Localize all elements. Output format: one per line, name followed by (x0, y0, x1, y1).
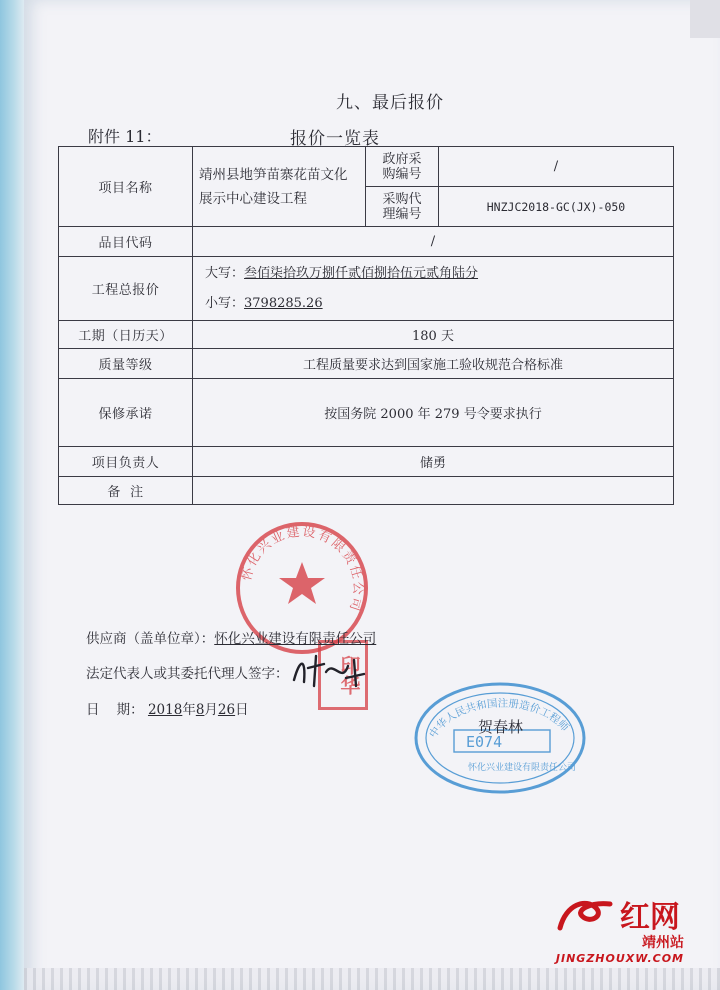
date-year: 2018 (147, 702, 183, 718)
gov-proc-label (366, 147, 439, 187)
seal-text: 怀化兴业建设有限责任公司 (239, 524, 366, 615)
engineer-signature: 贺春林 (478, 718, 524, 736)
lowercase-prefix: 小写： (205, 295, 245, 311)
blue-seal-company: 怀化兴业建设有限责任公司 (468, 763, 577, 773)
manager-label: 项目负责人 (59, 447, 193, 477)
watermark-brand: 红网 (619, 900, 680, 935)
lowercase-amount: 3798285.26 (244, 295, 323, 311)
table-row (59, 321, 674, 349)
agent-label-line2: 理编号 (382, 206, 422, 222)
red-swirl-logo-icon (556, 894, 614, 934)
table-row (59, 447, 674, 477)
uppercase-prefix: 大写： (205, 265, 245, 281)
watermark-station: 靖州站 (642, 935, 684, 951)
period-label: 工期（日历天） (59, 321, 193, 349)
item-code-label: 品目代码 (59, 227, 193, 257)
agent-value: HNZJC2018-GC(JX)-050 (439, 187, 674, 227)
project-name-label: 项目名称 (59, 147, 193, 227)
date-day: 26 (217, 702, 236, 718)
project-name-line2: 展示中心建设工程 (199, 190, 307, 207)
watermark (556, 892, 684, 965)
total-price-value (193, 257, 674, 321)
date-month: 8 (195, 702, 205, 718)
signature-scribble (290, 650, 370, 690)
date-month-unit: 月 (204, 702, 218, 718)
table-row (59, 147, 674, 187)
quality-value: 工程质量要求达到国家施工验收规范合格标准 (193, 349, 674, 379)
table-row (59, 227, 674, 257)
supplier-label: 供应商（盖单位章）： (86, 631, 215, 647)
paper-corner (690, 0, 720, 38)
engineer-seal (410, 678, 590, 798)
date-day-unit: 日 (235, 702, 249, 718)
representative-line (86, 662, 289, 682)
quote-table (58, 146, 674, 505)
table-title: 报价一览表 (290, 129, 380, 149)
blue-seal-number: E074 (466, 733, 503, 751)
supplier-name: 怀化兴业建设有限责任公司 (214, 631, 377, 647)
attachment-label: 附件 11： (88, 127, 162, 146)
project-name-line1: 靖州县地笋苗寨花苗文化 (199, 166, 348, 183)
representative-label: 法定代表人或其委托代理人签字： (86, 666, 289, 682)
project-name-value (193, 147, 366, 227)
blue-seal-text: 中华人民共和国注册造价工程师 (427, 697, 571, 741)
table-row (59, 257, 674, 321)
remarks-value (193, 477, 674, 505)
manager-value: 储勇 (193, 447, 674, 477)
scan-edge (24, 968, 720, 990)
date-year-unit: 年 (182, 702, 196, 718)
period-value: 180 天 (193, 321, 674, 349)
quality-label: 质量等级 (59, 349, 193, 379)
gov-proc-value: / (439, 147, 674, 187)
personal-seal-text: 印华 (337, 655, 361, 695)
agent-label (366, 187, 439, 227)
remarks-label: 备 注 (59, 477, 193, 505)
date-label: 日 期： (86, 702, 144, 718)
star-icon (279, 562, 325, 604)
watermark-url: JINGZHOUXW.COM (555, 952, 684, 965)
uppercase-line (199, 259, 667, 289)
date-line (86, 698, 249, 718)
agent-label-line1: 采购代 (382, 191, 422, 207)
table-row (59, 349, 674, 379)
binding-edge (0, 0, 26, 990)
total-price-label: 工程总报价 (59, 257, 193, 321)
table-row (59, 477, 674, 505)
item-code-value: / (193, 227, 674, 257)
lowercase-line (199, 289, 667, 319)
page-heading: 九、最后报价 (336, 93, 444, 113)
supplier-line (86, 627, 376, 647)
table-row (59, 379, 674, 447)
gov-proc-label-line1: 政府采 (382, 151, 422, 167)
warranty-label: 保修承诺 (59, 379, 193, 447)
gov-proc-label-line2: 购编号 (382, 166, 422, 182)
warranty-value: 按国务院 2000 年 279 号令要求执行 (193, 379, 674, 447)
uppercase-amount: 叁佰柒拾玖万捌仟贰佰捌拾伍元贰角陆分 (244, 265, 479, 281)
